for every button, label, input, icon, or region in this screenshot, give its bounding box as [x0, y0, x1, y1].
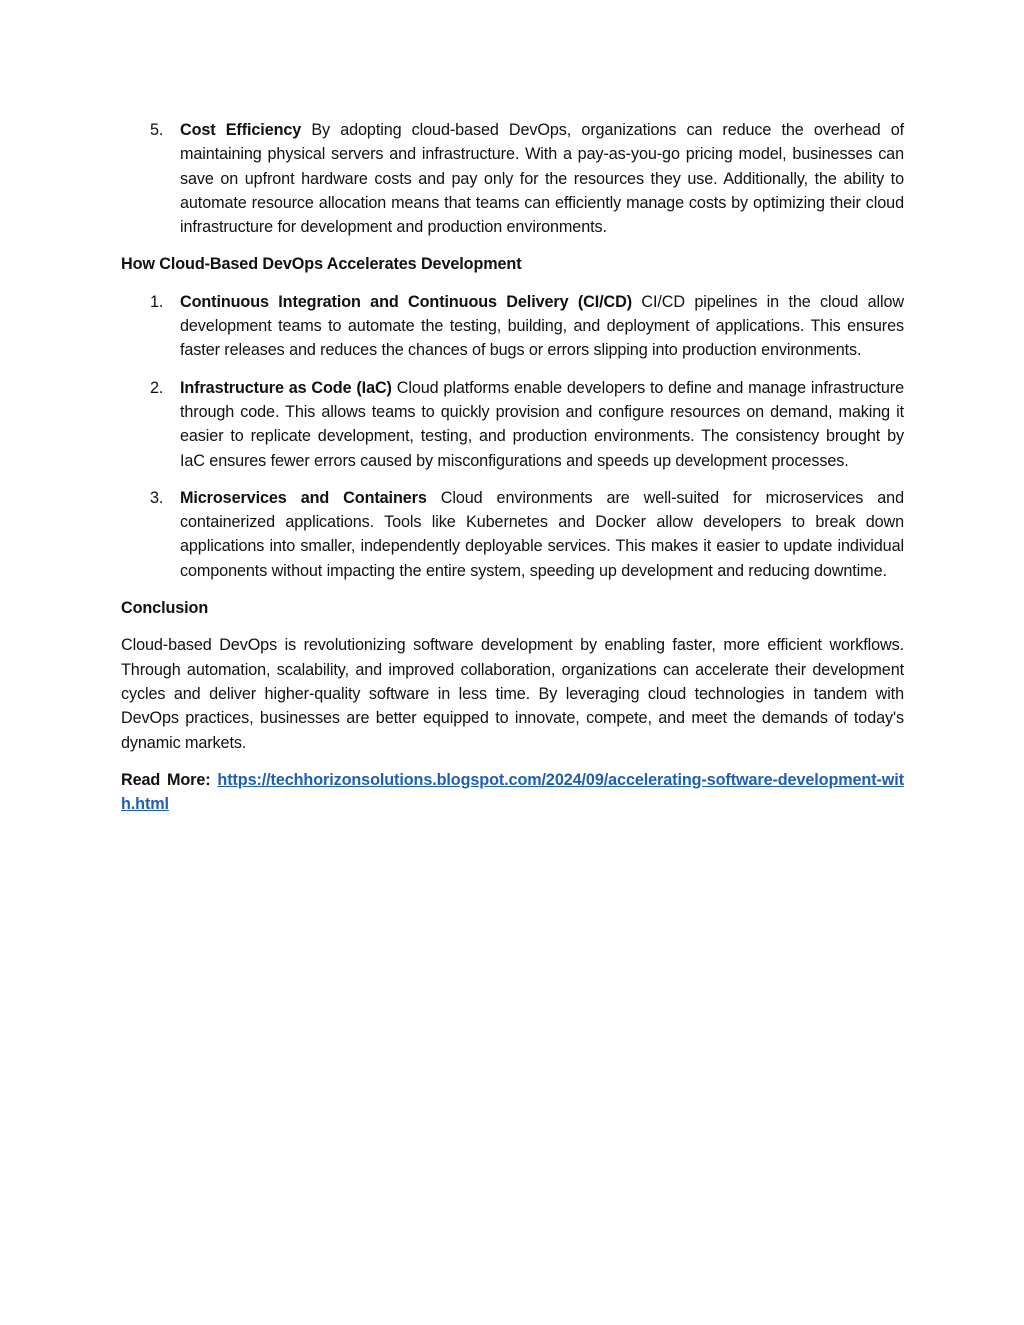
list-item	[121, 290, 904, 363]
list-item	[121, 486, 904, 583]
document-page	[121, 118, 904, 816]
list-item-title: Continuous Integration and Continuous Delivery (CI/CD)	[180, 292, 633, 311]
list-item-number: 5.	[150, 121, 164, 139]
list-item-title: Cost Efficiency	[180, 121, 302, 139]
list-item-number: 3.	[150, 488, 164, 507]
list-item-text: Cloud platforms enable developers to define and manage infrastructure through code. This allows teams to quickly provision and configure resources on demand, making it easier to replicate development, testing, and production environments. The consistency brought by IaC ensures fewer errors caused by misconfigurations and speeds up development processes.	[180, 378, 904, 470]
read-more-line	[121, 768, 904, 817]
section-heading-accelerates: How Cloud-Based DevOps Accelerates Development	[121, 255, 522, 274]
cost-efficiency-list	[121, 118, 904, 239]
list-item	[121, 376, 904, 473]
list-item	[121, 118, 904, 239]
list-item-text: Cloud environments are well-suited for microservices and containerized applications. Tools like Kubernetes and Docker allow developers to break down applications into smaller, independently deployable services. This makes it easier to update individual components without impacting the entire system, speeding up development and reducing downtime.	[180, 488, 904, 580]
list-item-title: Microservices and Containers	[180, 488, 427, 507]
read-more-link[interactable]: https://techhorizonsolutions.blogspot.com/2024/09/accelerating-software-development-with.html	[121, 770, 904, 814]
accelerates-list	[121, 290, 904, 583]
conclusion-paragraph: Cloud-based DevOps is revolutionizing software development by enabling faster, more efficient workflows. Through automation, scalability, and improved collaboration, organizations can accelerate their development cycles and deliver higher-quality software in less time. By leveraging cloud technologies in tandem with DevOps practices, businesses are better equipped to innovate, compete, and meet the demands of today's dynamic markets.	[121, 636, 904, 752]
section-heading-conclusion: Conclusion	[121, 599, 209, 618]
read-more-label: Read More:	[121, 770, 211, 789]
list-item-text: By adopting cloud-based DevOps, organizations can reduce the overhead of maintaining physical servers and infrastructure. With a pay-as-you-go pricing model, businesses can save on upfront hardware costs and pay only for the resources they use. Additionally, the ability to automate resource allocation means that teams can efficiently manage costs by optimizing their cloud infrastructure for development and production environments.	[180, 121, 904, 237]
list-item-number: 1.	[150, 292, 164, 311]
list-item-title: Infrastructure as Code (IaC)	[180, 378, 392, 397]
list-item-number: 2.	[150, 378, 164, 397]
list-item-text: CI/CD pipelines in the cloud allow development teams to automate the testing, building, and deployment of applications. This ensures faster releases and reduces the chances of bugs or errors slipping into production environments.	[180, 292, 904, 360]
